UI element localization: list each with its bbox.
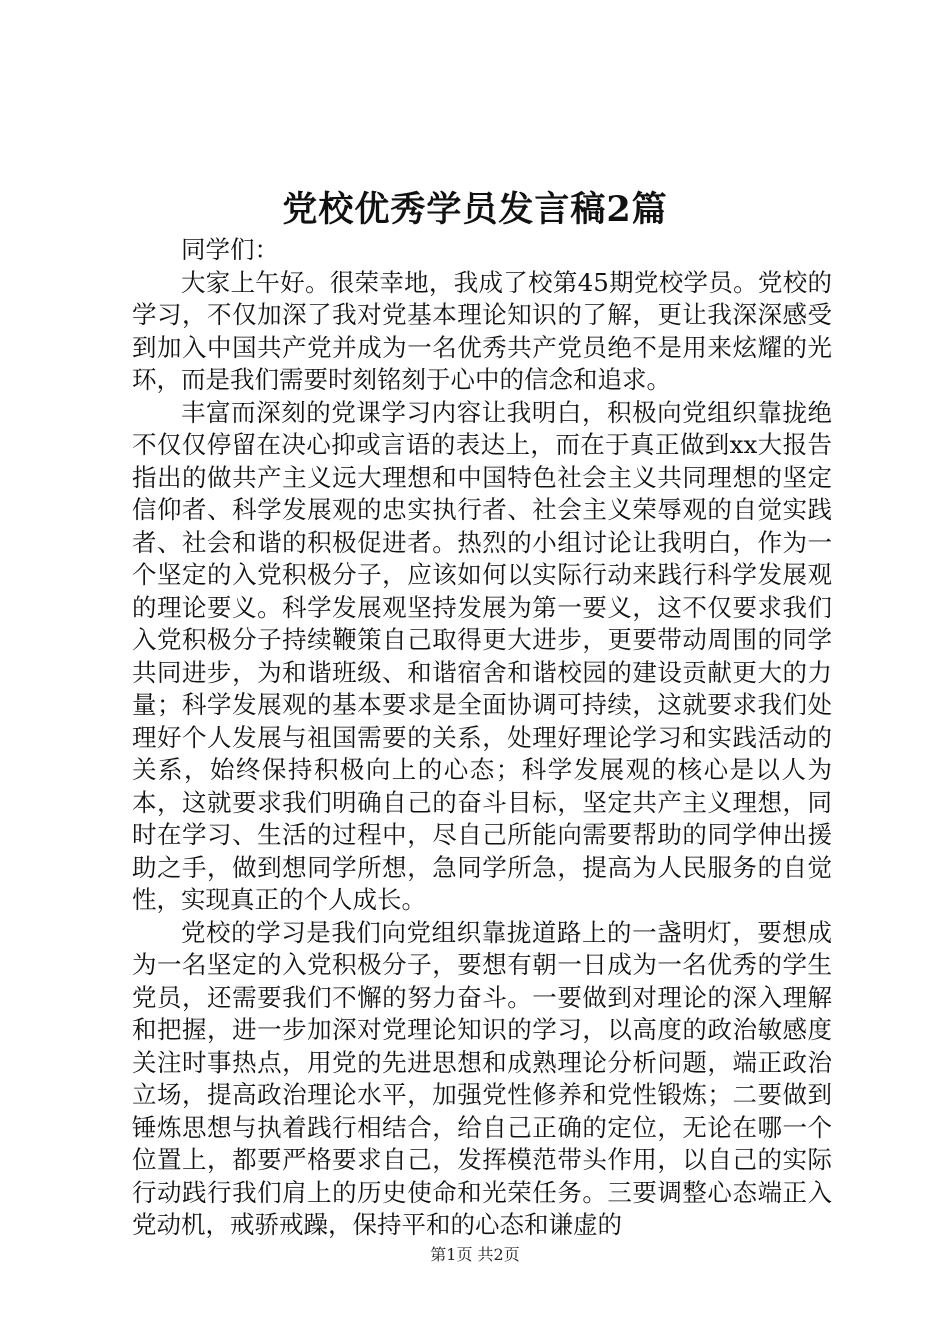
paragraph-3: 党校的学习是我们向党组织靠拢道路上的一盏明灯，要想成为一名坚定的入党积极分子，要想有朝一日成为一名优秀的学生党员，还需要我们不懈的努力奋斗。一要做到对理论的深入理解和把握，进一步加深对党理论知识的学习，以高度的政治敏感度关注时事热点，用党的先进思想和成熟理论分析问题，端正政治立场，提高政治理论水平，加强党性修养和党性锻炼；二要做到锤炼思想与执着践行相结合，给自己正确的定位，无论在哪一个位置上，都要严格要求自己，发挥模范带头作用，以自己的实际行动践行我们肩上的历史使命和光荣任务。三要调整心态端正入党动机，戒骄戒躁，保持平和的心态和谦虚的 — [132, 917, 832, 1239]
greeting-line: 同学们： — [181, 235, 279, 264]
paragraph-2: 丰富而深刻的党课学习内容让我明白，积极向党组织靠拢绝不仅仅停留在决心抑或言语的表达上，而在于真正做到xx大报告指出的做共产主义远大理想和中国特色社会主义共同理想的坚定信仰者、科学发展观的忠实执行者、社会主义荣辱观的自觉实践者、社会和谐的积极促进者。热烈的小组讨论让我明白，作为一个坚定的入党积极分子，应该如何以实际行动来践行科学发展观的理论要义。科学发展观坚持发展为第一要义，这不仅要求我们入党积极分子持续鞭策自己取得更大进步，更要带动周围的同学共同进步，为和谐班级、和谐宿舍和谐校园的建设贡献更大的力量；科学发展观的基本要求是全面协调可持续，这就要求我们处理好个人发展与祖国需要的关系，处理好理论学习和实践活动的关系，始终保持积极向上的心态；科学发展观的核心是以人为本，这就要求我们明确自己的奋斗目标，坚定共产主义理想，同时在学习、生活的过程中，尽自己所能向需要帮助的同学伸出援助之手，做到想同学所想，急同学所急，提高为人民服务的自觉性，实现真正的个人成长。 — [132, 397, 832, 914]
page-number-footer: 第1页 共2页 — [430, 1245, 520, 1264]
document-body — [132, 234, 832, 1242]
document-title: 党校优秀学员发言稿2篇 — [282, 189, 668, 230]
paragraph-1: 大家上午好。很荣幸地，我成了校第45期党校学员。党校的学习，不仅加深了我对党基本理论知识的了解，更让我深深感受到加入中国共产党并成为一名优秀共产党员绝不是用来炫耀的光环，而是我们需要时刻铭刻于心中的信念和追求。 — [132, 267, 832, 394]
